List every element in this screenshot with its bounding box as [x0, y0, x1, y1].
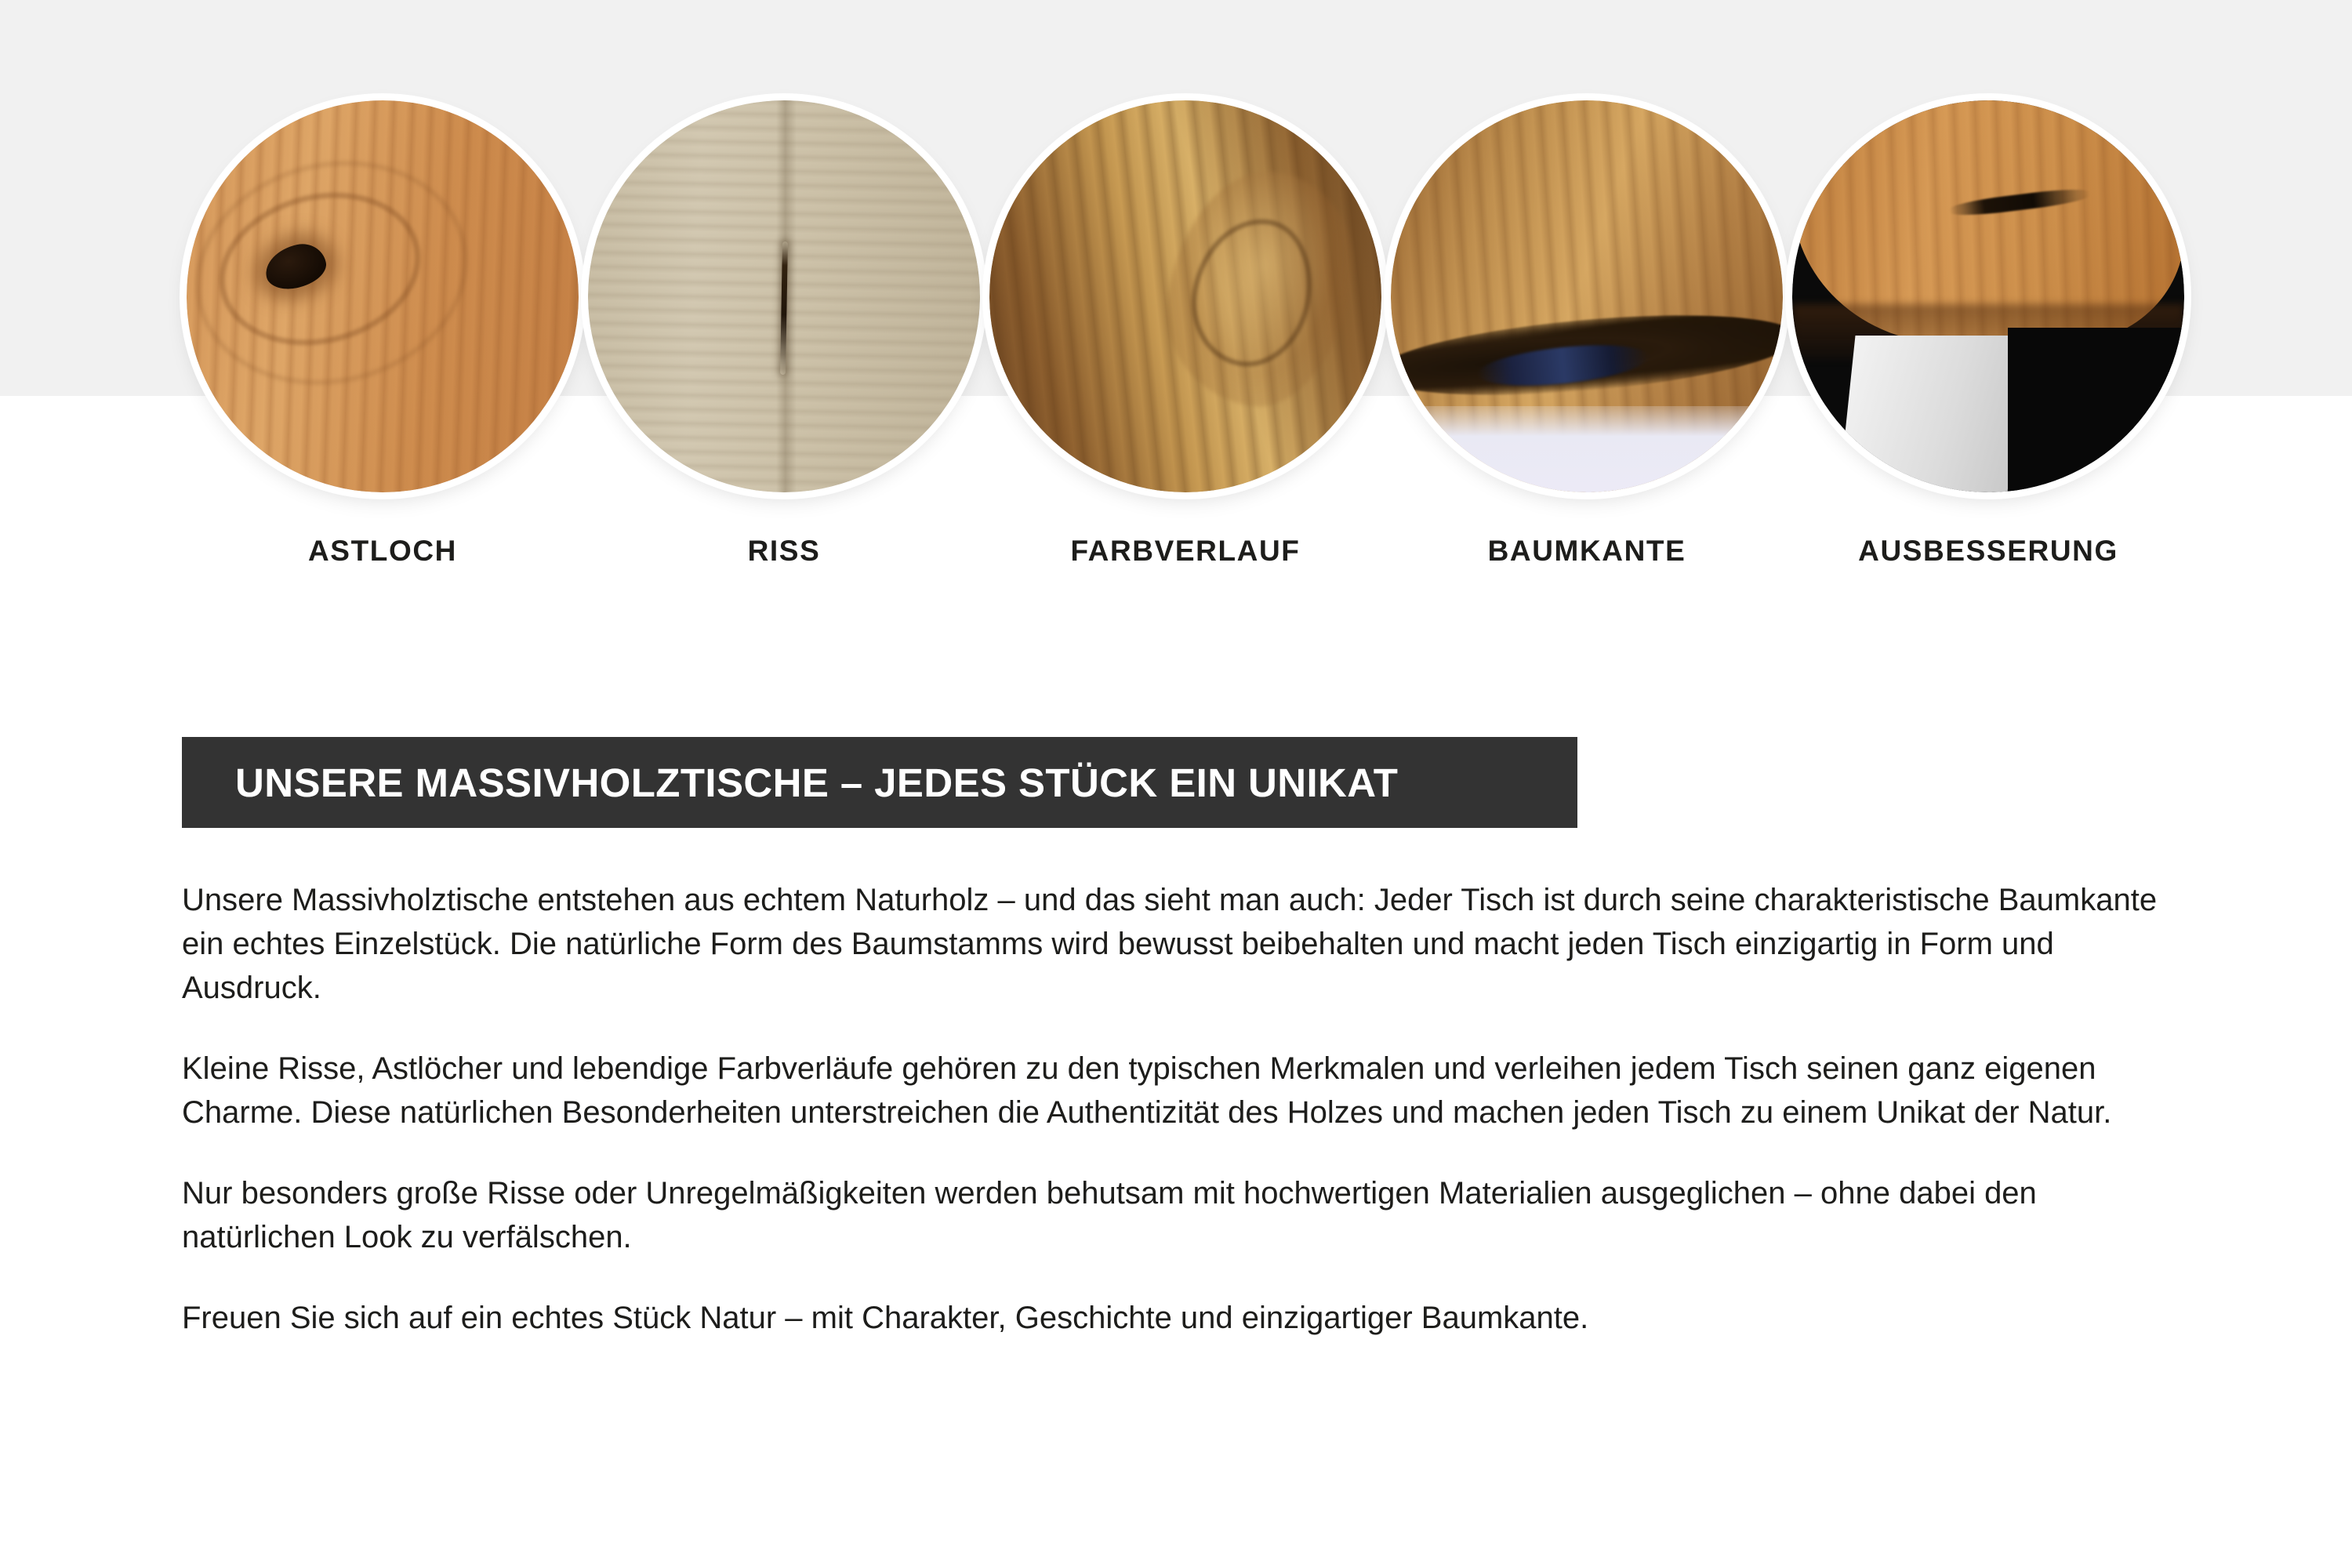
feature-image-farbverlauf: [989, 100, 1381, 492]
feature-item-baumkante: [1386, 100, 1788, 568]
wood-color-gradient-texture: [989, 100, 1381, 492]
body-paragraph-4: Freuen Sie sich auf ein echtes Stück Natur – mit Charakter, Geschichte und einzigartiger Baumkante.: [182, 1301, 1589, 1335]
table-corner-repair-texture: [1792, 100, 2184, 492]
feature-label-baumkante: BAUMKANTE: [1487, 535, 1686, 567]
feature-item-riss: [583, 100, 985, 568]
feature-label-farbverlauf: FARBVERLAUF: [1070, 535, 1301, 567]
body-paragraph-2: Kleine Risse, Astlöcher und lebendige Farbverläufe gehören zu den typischen Merkmalen und verleihen jedem Tisch seinen ganz eigenen Charme. Diese natürlichen Besonderheiten unterstreichen die Authentizität des Holzes und machen jeden Tisch zu einem Unikat der Natur.: [182, 1051, 2112, 1130]
feature-item-ausbesserung: [1788, 100, 2189, 568]
section-headline-text: UNSERE MASSIVHOLZTISCHE – JEDES STÜCK EIN UNIKAT: [235, 760, 1399, 805]
body-copy: [182, 878, 2177, 1340]
feature-label-astloch: ASTLOCH: [307, 535, 458, 567]
section-headline-bar: [182, 737, 1577, 828]
wood-knot-texture: [187, 100, 579, 492]
live-edge-texture: [1391, 100, 1783, 492]
wood-feature-gallery: [182, 100, 2189, 633]
feature-image-baumkante: [1391, 100, 1783, 492]
feature-image-astloch: [187, 100, 579, 492]
feature-image-riss: [588, 100, 980, 492]
body-paragraph-1: Unsere Massivholztische entstehen aus echtem Naturholz – und das sieht man auch: Jeder Tisch ist durch seine charakteristische Baumkante ein echtes Einzelstück. Die natürliche Form des Baumstamms wird bewusst beibehalten und macht jeden Tisch einzigartig in Form und Ausdruck.: [182, 883, 2158, 1005]
feature-label-ausbesserung: AUSBESSERUNG: [1858, 535, 2118, 567]
feature-label-riss: RISS: [747, 535, 821, 567]
body-paragraph-3: Nur besonders große Risse oder Unregelmäßigkeiten werden behutsam mit hochwertigen Materialien ausgeglichen – ohne dabei den natürlichen Look zu verfälschen.: [182, 1176, 2037, 1254]
feature-image-ausbesserung: [1792, 100, 2184, 492]
wood-crack-texture: [588, 100, 980, 492]
feature-item-farbverlauf: [985, 100, 1386, 568]
feature-item-astloch: [182, 100, 583, 568]
